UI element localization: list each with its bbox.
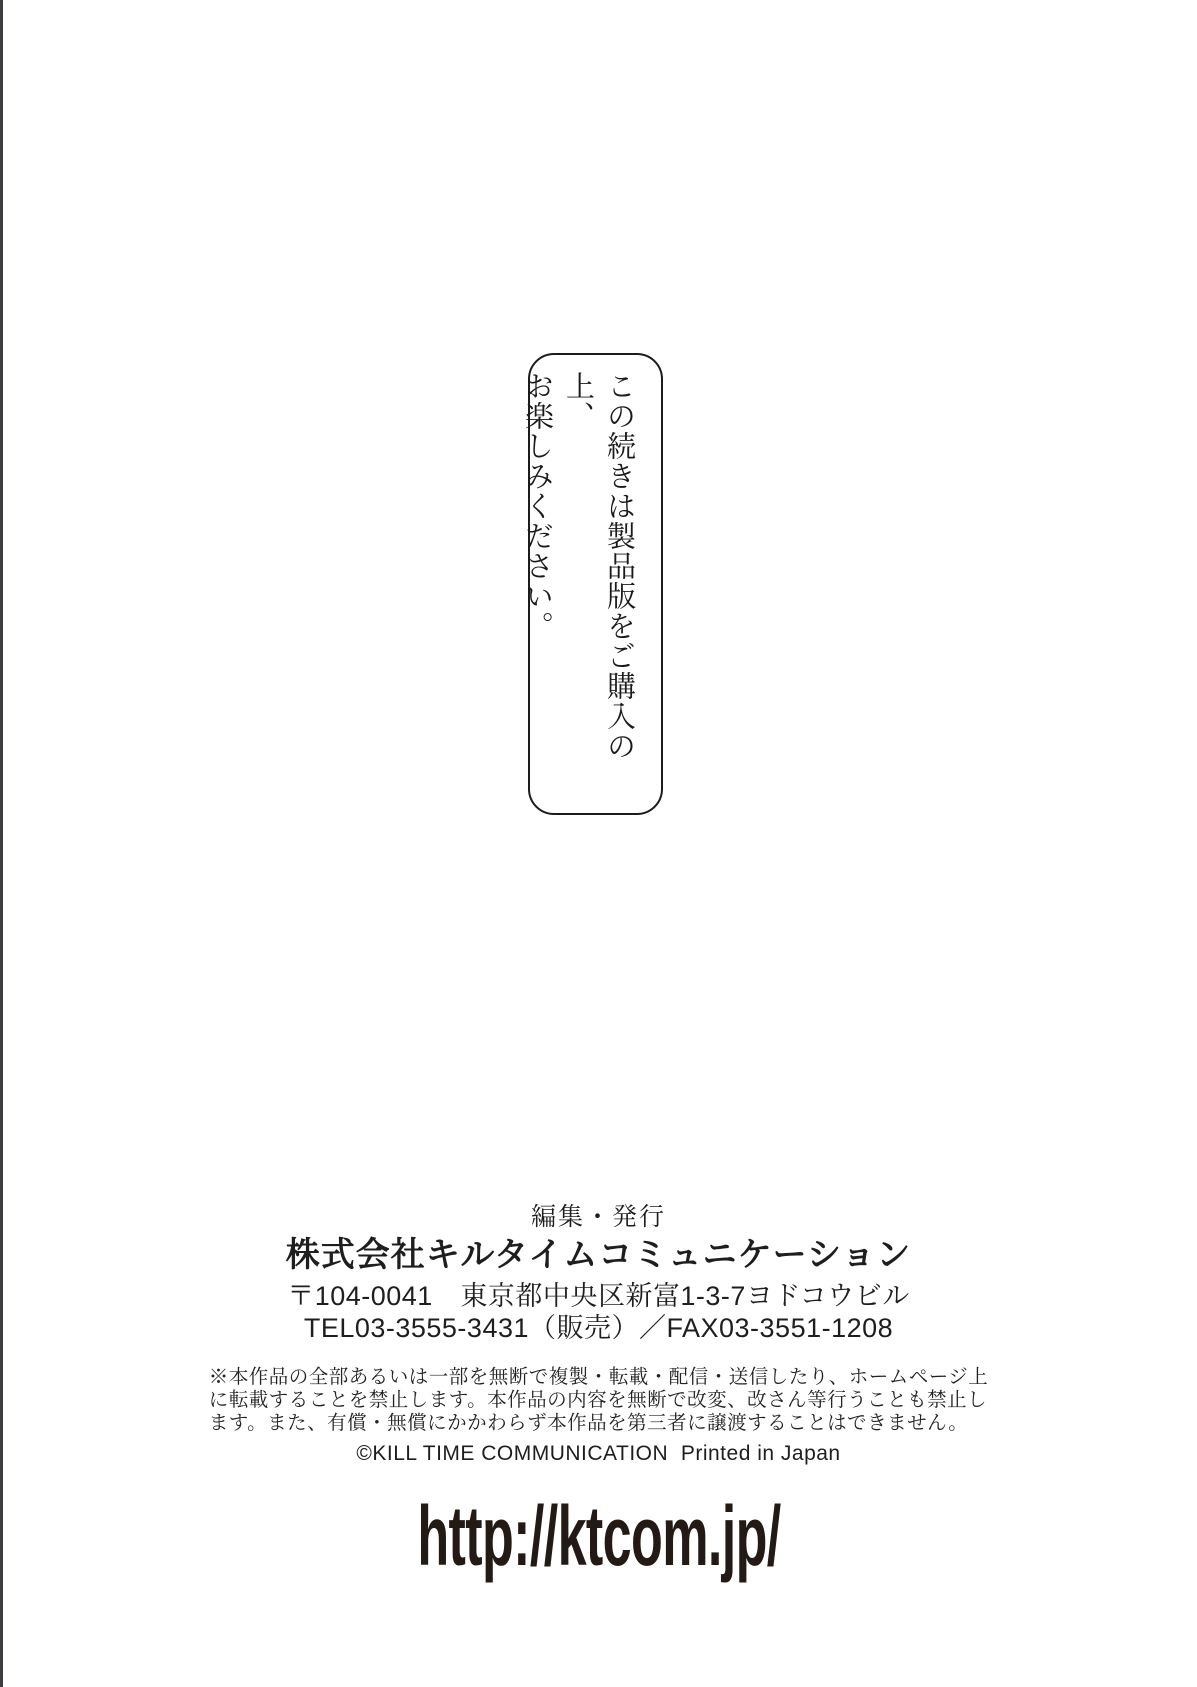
publisher-url-line [0, 1489, 1197, 1583]
publisher-role-label: 編集・発行 [530, 1203, 666, 1231]
disclaimer-line-1: ※本作品の全部あるいは一部を無断で複製・転載・配信・送信したり、ホームページ上 [208, 1366, 989, 1388]
publisher-address: 〒104-0041 東京都中央区新富1-3-7ヨドコウビル [287, 1281, 910, 1311]
publisher-name: 株式会社キルタイムコミュニケーション [285, 1236, 912, 1274]
copyright-notice: ©KILL TIME COMMUNICATION Printed in Japan [356, 1442, 841, 1465]
disclaimer-paragraph [209, 1366, 989, 1436]
disclaimer-line-3: ます。また、有償・無償にかかわらず本作品を第三者に譲渡することはできません。 [208, 1412, 969, 1435]
notice-line-2: お楽しみください。 [521, 371, 553, 641]
disclaimer-wrap [0, 1366, 1197, 1436]
publisher-tel-fax: TEL03-3555-3431（販売）／FAX03-3551-1208 [303, 1313, 894, 1343]
notice-line-1: この続きは製品版をご購入の上、 [562, 371, 635, 761]
publisher-url: http://ktcom.jp/ [416, 1489, 781, 1583]
disclaimer-line-2: に転載することを禁止します。本作品の内容を無断で改変、改さん等行うことも禁止し [208, 1389, 988, 1412]
continuation-notice-box [521, 353, 663, 815]
